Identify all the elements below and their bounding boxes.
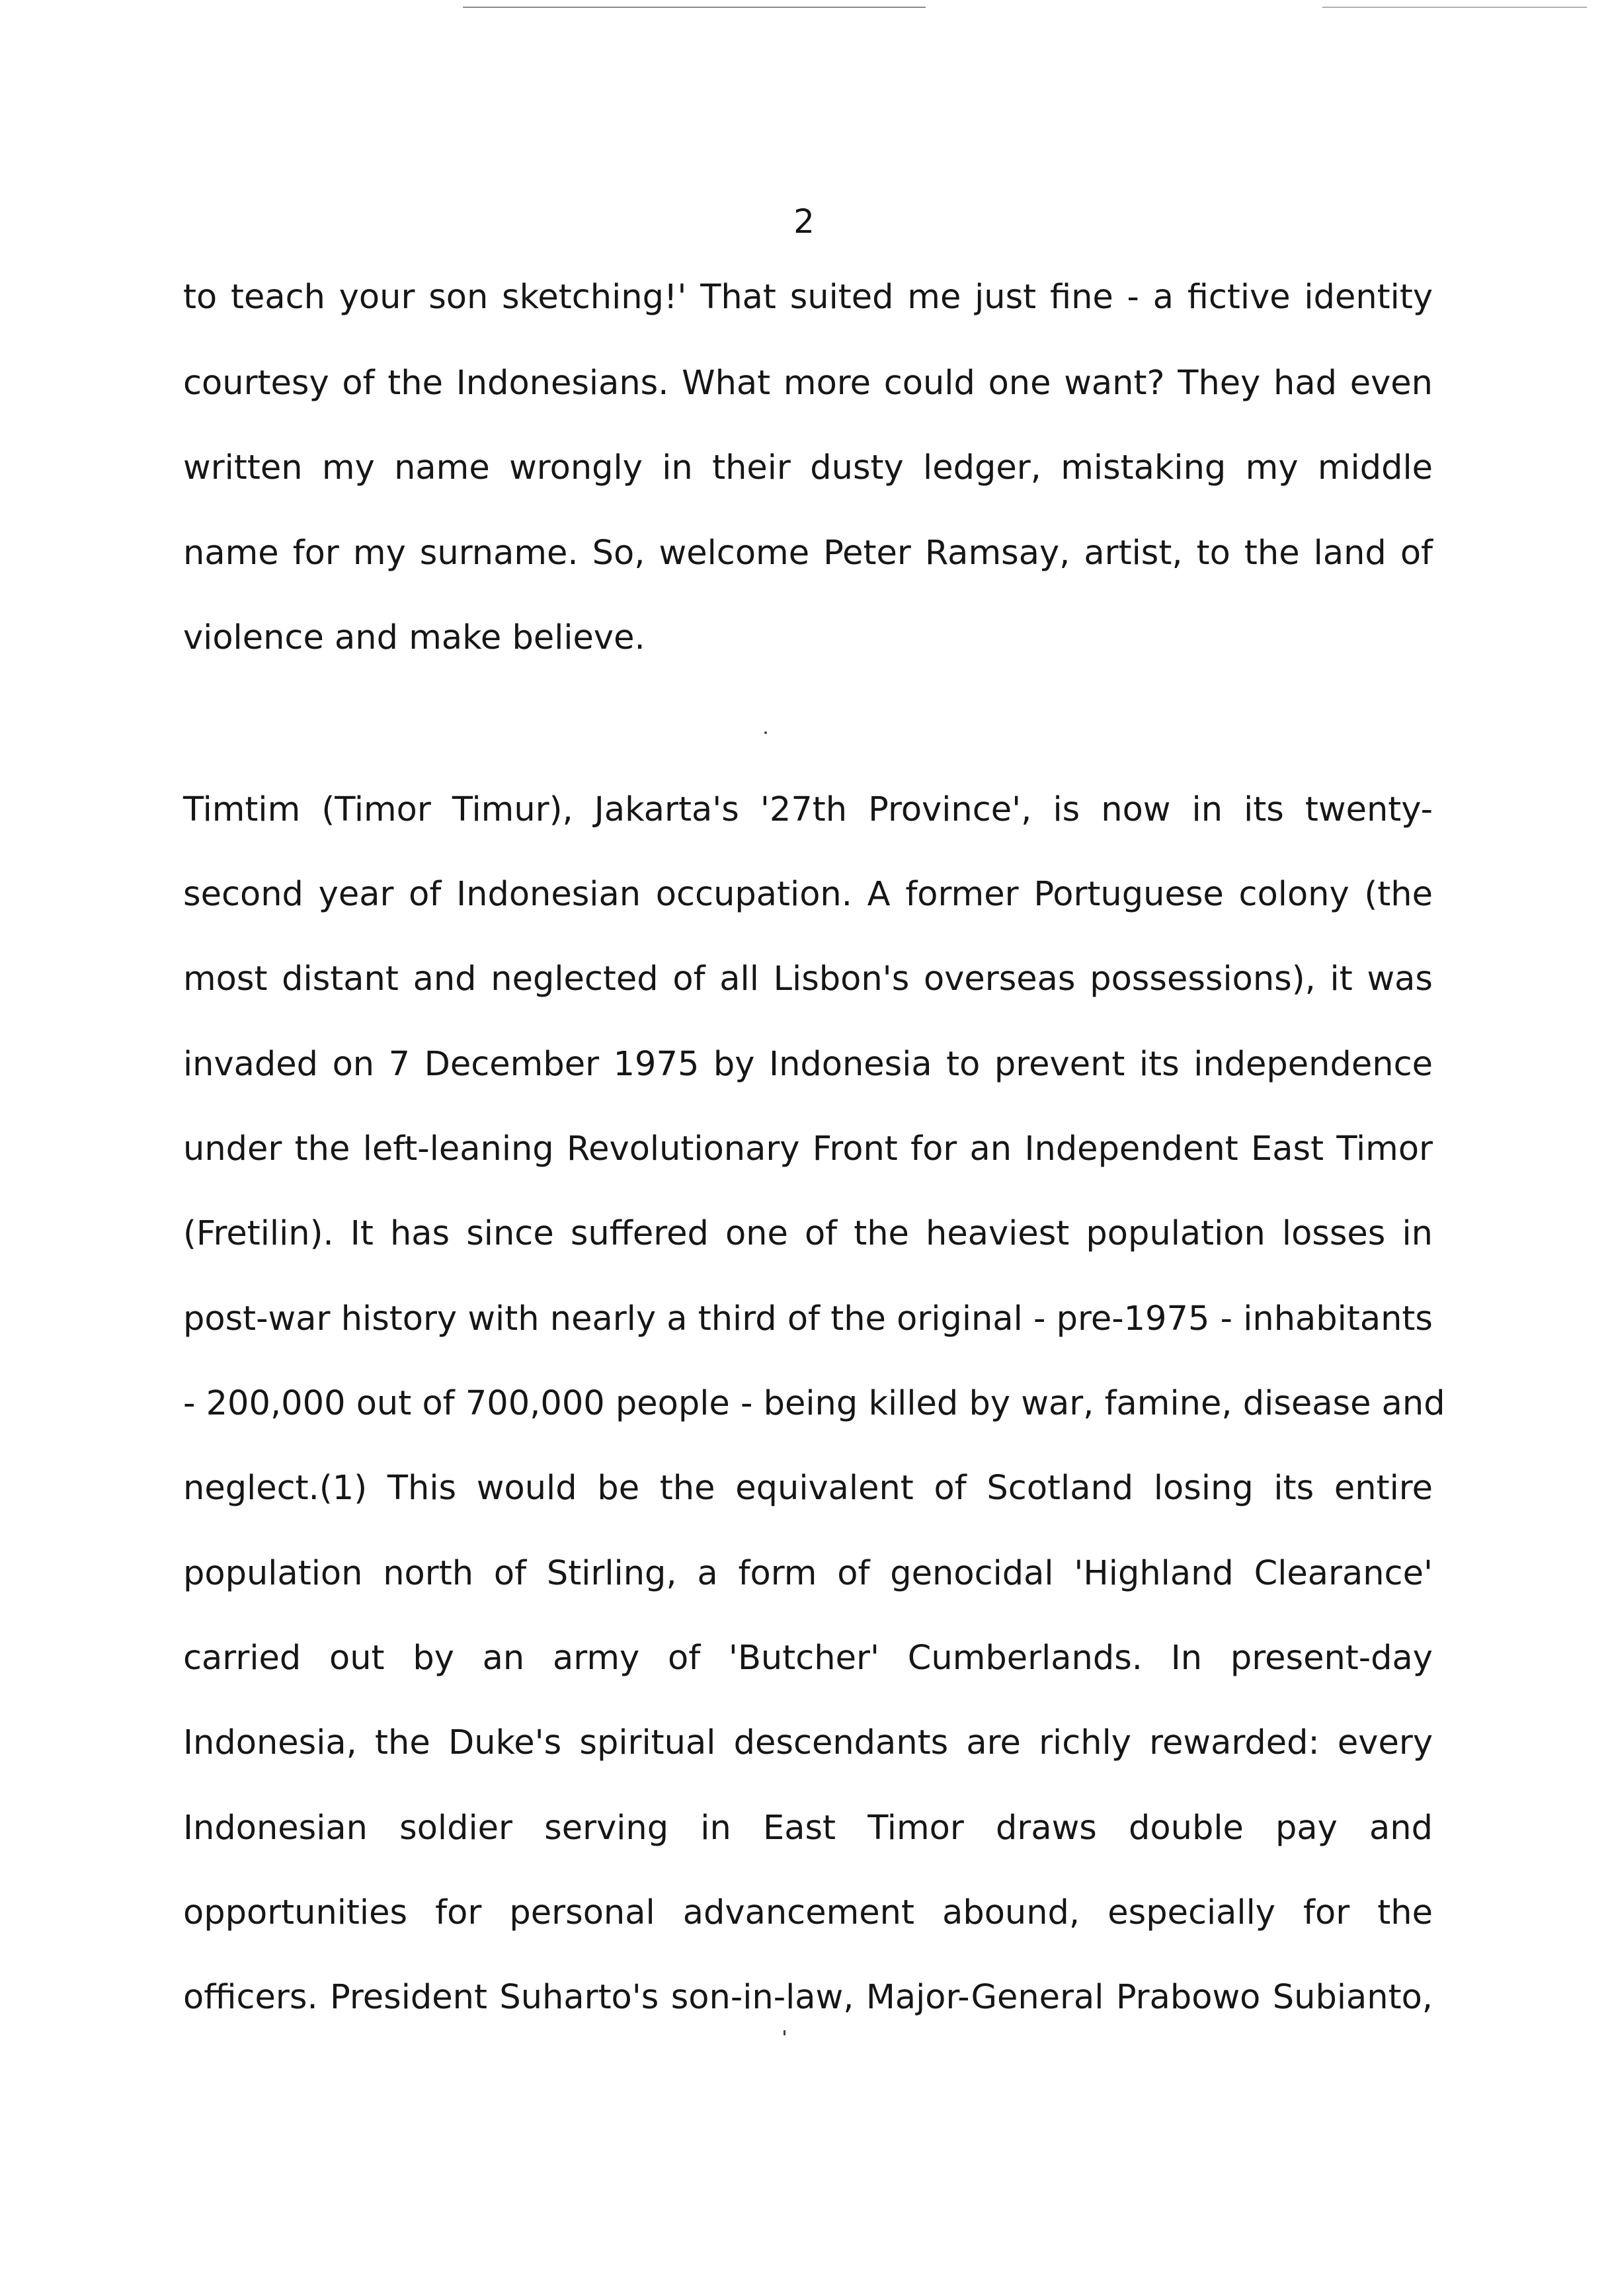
text-line: written my name wrongly in their dusty ledger, mistaking my middle [183,448,1433,487]
scan-artifact-rule [463,7,926,8]
text-line: second year of Indonesian occupation. A former Portuguese colony (the [183,875,1433,914]
text-line: neglect.(1) This would be the equivalent of Scotland losing its entire [183,1469,1433,1508]
text-line: Indonesian soldier serving in East Timor draws double pay and [183,1809,1433,1848]
scan-artifact-rule [1322,7,1587,8]
page-number: 2 [793,202,815,241]
text-line: Indonesia, the Duke's spiritual descendants are richly rewarded: every [183,1723,1433,1762]
text-line: (Fretilin). It has since suffered one of the heaviest population losses in [183,1214,1433,1253]
scan-speck [784,2030,785,2035]
text-line: to teach your son sketching!' That suited me just fine - a fictive identity [183,278,1433,317]
text-line: opportunities for personal advancement abound, especially for the [183,1893,1433,1932]
text-line: invaded on 7 December 1975 by Indonesia to prevent its independence [183,1045,1433,1084]
text-line: - 200,000 out of 700,000 people - being killed by war, famine, disease and [183,1384,1445,1423]
text-line: population north of Stirling, a form of genocidal 'Highland Clearance' [183,1554,1433,1593]
text-line: violence and make believe. [183,618,645,657]
text-line: name for my surname. So, welcome Peter Ramsay, artist, to the land of [183,534,1433,573]
text-line: post-war history with nearly a third of the original - pre-1975 - inhabitants [183,1299,1433,1338]
text-line: Timtim (Timor Timur), Jakarta's '27th Province', is now in its twenty- [183,790,1433,829]
text-line: most distant and neglected of all Lisbon's overseas possessions), it was [183,960,1433,999]
scan-speck [764,731,767,734]
text-line: under the left-leaning Revolutionary Front for an Independent East Timor [183,1129,1433,1168]
text-line: officers. President Suharto's son-in-law, Major-General Prabowo Subianto, [183,1978,1433,2017]
text-line: courtesy of the Indonesians. What more could one want? They had even [183,364,1433,403]
text-line: carried out by an army of 'Butcher' Cumberlands. In present-day [183,1639,1433,1678]
